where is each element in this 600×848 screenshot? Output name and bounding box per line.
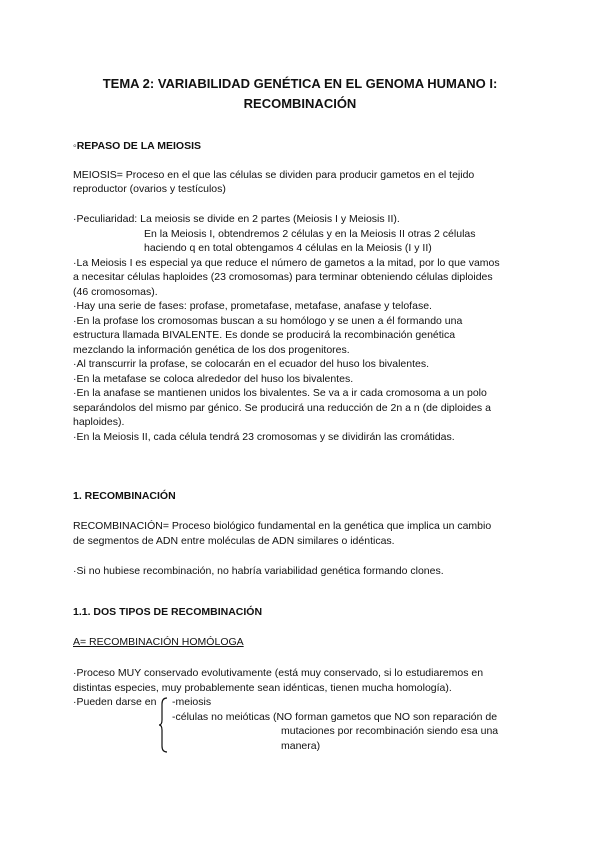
section-heading-recombinacion: 1. RECOMBINACIÓN [73, 490, 176, 502]
paragraph-line: ·La Meiosis I es especial ya que reduce el número de gametos a la mitad, por lo que vamos [73, 257, 500, 269]
paragraph-line: ·Peculiaridad: La meiosis se divide en 2 partes (Meiosis I y Meiosis II). [73, 213, 400, 225]
paragraph-line: reproductor (ovarios y testículos) [73, 183, 226, 195]
list-item-continuation: mutaciones por recombinación siendo esa una [281, 725, 499, 737]
paragraph-line: distintas especies, muy probablemente sean idénticas, tienen mucha homología). [73, 682, 452, 694]
paragraph-line: ·En la anafase se mantienen unidos los bivalentes. Se va a ir cada cromosoma a un polo [73, 387, 487, 399]
paragraph-line: ·Si no hubiese recombinación, no habría variabilidad genética formando clones. [73, 565, 444, 577]
list-item: -meiosis [172, 696, 212, 708]
curly-brace-icon [158, 697, 168, 753]
title-line-2: RECOMBINACIÓN [243, 96, 357, 111]
paragraph-line: ·Proceso MUY conservado evolutivamente (está muy conservado, si lo estudiaremos en [73, 667, 484, 679]
paragraph-line: RECOMBINACIÓN= Proceso biológico fundamental en la genética que implica un cambio [73, 520, 492, 532]
paragraph-line: ·En la metafase se coloca alrededor del huso los bivalentes. [73, 373, 354, 385]
paragraph-line: ·En la profase los cromosomas buscan a su homólogo y se unen a él formando una [73, 315, 463, 327]
paragraph-line: estructura llamada BIVALENTE. Es donde se producirá la recombinación genética [73, 329, 456, 341]
paragraph-line: haciendo q en total obtengamos 4 células en la Meiosis (I y II) [144, 242, 432, 254]
list-item: -células no meióticas (NO forman gametos que NO son reparación de [172, 711, 498, 723]
subheading-recombinacion-homologa: A= RECOMBINACIÓN HOMÓLOGA [73, 636, 244, 648]
paragraph-line: ·Hay una serie de fases: profase, prometafase, metafase, anafase y telofase. [73, 300, 432, 312]
paragraph-line: (46 cromosomas). [73, 286, 158, 298]
paragraph-line: haploides). [73, 416, 125, 428]
paragraph-line: ·En la Meiosis II, cada célula tendrá 23 cromosomas y se dividirán las cromátidas. [73, 431, 455, 443]
section-heading-repaso: ◦REPASO DE LA MEIOSIS [73, 140, 201, 152]
paragraph-line: ·Pueden darse en [73, 696, 157, 708]
paragraph-line: MEIOSIS= Proceso en el que las células se dividen para producir gametos en el tejido [73, 169, 475, 181]
title-line-1: TEMA 2: VARIABILIDAD GENÉTICA EN EL GENOMA HUMANO I: [102, 76, 498, 91]
paragraph-line: de segmentos de ADN entre moléculas de ADN similares o idénticas. [73, 535, 395, 547]
section-heading-dos-tipos: 1.1. DOS TIPOS DE RECOMBINACIÓN [73, 606, 263, 618]
document-title [60, 74, 540, 114]
paragraph-line: mezclando la información genética de los dos progenitores. [73, 344, 350, 356]
list-item-continuation: manera) [281, 740, 321, 752]
paragraph-line: a necesitar células haploides (23 cromosomas) para terminar obteniendo células diploides [73, 271, 493, 283]
paragraph-line: ·Al transcurrir la profase, se colocarán en el ecuador del huso los bivalentes. [73, 358, 430, 370]
paragraph-line: separándolos del mismo par génico. Se producirá una reducción de 2n a n (de diploides a [73, 402, 491, 414]
paragraph-line: En la Meiosis I, obtendremos 2 células y en la Meiosis II otras 2 células [144, 228, 476, 240]
